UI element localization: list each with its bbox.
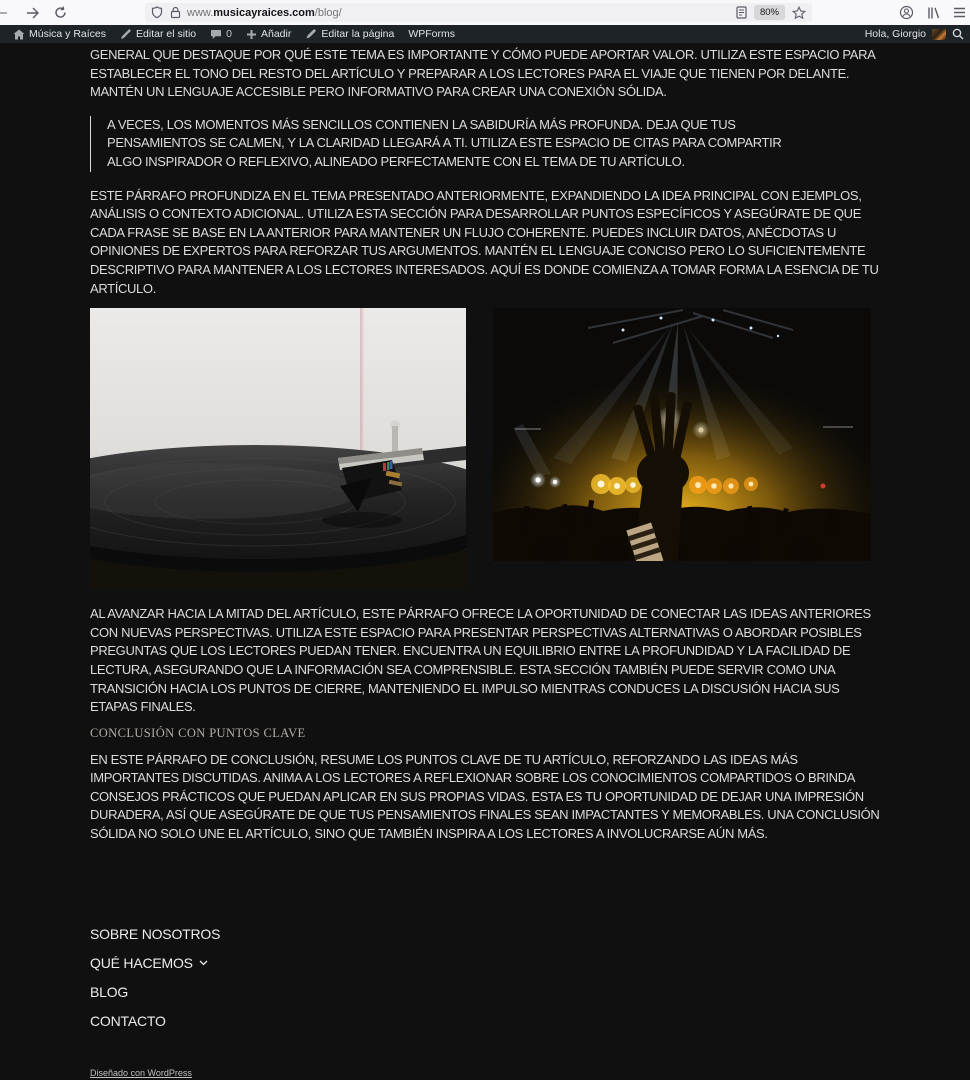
bookmark-star-icon[interactable] — [792, 6, 806, 20]
nav-label: CONTACTO — [90, 1013, 166, 1030]
plus-icon — [246, 29, 257, 40]
admin-bar-edit-site[interactable] — [113, 25, 203, 43]
site-name-label: Música y Raíces — [29, 28, 107, 40]
article-images — [90, 308, 880, 589]
wp-admin-bar — [0, 25, 970, 43]
admin-bar-comments[interactable] — [203, 25, 239, 43]
back-icon[interactable] — [0, 6, 12, 20]
wordpress-credit-link[interactable]: Diseñado con WordPress — [90, 1068, 192, 1078]
search-icon[interactable] — [952, 28, 964, 40]
blog-page — [0, 43, 970, 1080]
footer-nav — [90, 928, 880, 1028]
conclusion-heading: CONCLUSIÓN CON PUNTOS CLAVE — [90, 725, 306, 740]
admin-bar-add-new[interactable] — [239, 25, 298, 43]
nav-label: SOBRE NOSOTROS — [90, 926, 221, 943]
edit-site-label: Editar el sitio — [136, 28, 197, 40]
admin-bar-edit-page[interactable] — [298, 25, 401, 43]
admin-bar-site-name[interactable] — [6, 25, 113, 43]
footer-nav-blog[interactable] — [90, 986, 880, 999]
url-path: /blog/ — [314, 6, 342, 19]
url-text[interactable] — [187, 7, 736, 19]
intro-paragraph: GENERAL QUE DESTAQUE POR QUÉ ESTE TEMA ES IMPORTANTE Y CÓMO PUEDE APORTAR VALOR. UTILIZA ESTE ESPACIO PARA ESTABLECER EL TONO DEL RESTO DEL ARTÍCULO Y PREPARAR A LOS LECTORES PARA EL VIAJE QUE TIENEN POR DELANTE. MANTÉN UN LENGUAJE ACCESIBLE PERO INFORMATIVO PARA CREAR UNA CONEXIÓN SÓLIDA. — [90, 47, 875, 100]
comment-icon — [210, 29, 222, 40]
url-bar[interactable] — [145, 3, 812, 22]
footer-nav-sobre-nosotros[interactable] — [90, 928, 880, 941]
url-domain: musicayraices.com — [213, 6, 315, 19]
nav-label: QUÉ HACEMOS — [90, 955, 193, 972]
avatar[interactable] — [932, 29, 946, 40]
wpforms-label: WPForms — [408, 28, 455, 40]
middle-paragraph: AL AVANZAR HACIA LA MITAD DEL ARTÍCULO, ESTE PÁRRAFO OFRECE LA OPORTUNIDAD DE CONECTAR LAS IDEAS ANTERIORES CON NUEVAS PERSPECTIVAS. UTILIZA ESTE ESPACIO PARA PRESENTAR PERSPECTIVAS ALTERNATIVAS O ABORDAR POSIBLES PREGUNTAS QUE LOS LECTORES PUEDAN TENER. ENCUENTRA UN EQUILIBRIO ENTRE LA PROFUNDIDAD Y LA FACILIDAD DE LECTURA, ASEGURANDO QUE LA INFORMACIÓN SEA COMPRENSIBLE. ESTA SECCIÓN TAMBIÉN PUEDE SERVIR COMO UNA TRANSICIÓN HACIA LOS PUNTOS DE CIERRE, MANTENIENDO EL IMPULSO MIENTRAS CONDUCES LA DISCUSIÓN HACIA SUS ETAPAS FINALES. — [90, 606, 871, 715]
concert-photo — [493, 308, 871, 561]
reload-icon[interactable] — [54, 6, 67, 19]
forward-icon[interactable] — [26, 7, 40, 19]
reader-mode-icon[interactable] — [736, 6, 747, 19]
url-www: www. — [187, 6, 214, 19]
library-icon[interactable] — [927, 6, 940, 20]
quote-text: A VECES, LOS MOMENTOS MÁS SENCILLOS CONTIENEN LA SABIDURÍA MÁS PROFUNDA. DEJA QUE TUS PENSAMIENTOS SE CALMEN, Y LA CLARIDAD LLEGARÁ A TI. UTILIZA ESTE ESPACIO DE CITAS PARA COMPARTIR ALGO INSPIRADOR O REFLEXIVO, ALINEADO PERFECTAMENTE CON EL TEMA DE TU ARTÍCULO. — [107, 116, 782, 169]
pencil-icon — [305, 28, 317, 40]
turntable-photo — [90, 308, 466, 589]
footer-nav-que-hacemos[interactable] — [90, 957, 880, 970]
brush-icon — [120, 28, 132, 40]
admin-bar-wpforms[interactable] — [401, 25, 462, 43]
edit-page-label: Editar la página — [321, 28, 395, 40]
pull-quote — [90, 116, 880, 172]
lock-icon[interactable] — [170, 6, 181, 19]
comments-count: 0 — [226, 28, 232, 40]
add-new-label: Añadir — [260, 28, 292, 40]
zoom-level-badge[interactable]: 80% — [754, 5, 785, 20]
conclusion-paragraph: EN ESTE PÁRRAFO DE CONCLUSIÓN, RESUME LOS PUNTOS CLAVE DE TU ARTÍCULO, REFORZANDO LAS IDEAS MÁS IMPORTANTES DISCUTIDAS. ANIMA A LOS LECTORES A REFLEXIONAR SOBRE LOS CONOCIMIENTOS COMPARTIDOS O BRINDA CONSEJOS PRÁCTICOS QUE PUEDAN APLICAR EN SUS PROPIAS VIDAS. ESTA ES TU OPORTUNIDAD DE DEJAR UNA IMPRESIÓN DURADERA, ASÍ QUE ASEGÚRATE DE QUE TUS PENSAMIENTOS FINALES SEAN IMPACTANTES Y MEMORABLES. UNA CONCLUSIÓN SÓLIDA NO SOLO UNE EL ARTÍCULO, SINO QUE TAMBIÉN INSPIRA A LOS LECTORES A INVOLUCRARSE AÚN MÁS. — [90, 751, 880, 842]
home-icon — [13, 29, 25, 40]
chevron-down-icon — [199, 960, 208, 966]
account-icon[interactable] — [899, 5, 914, 20]
nav-label: BLOG — [90, 984, 129, 1001]
menu-icon[interactable] — [953, 7, 966, 18]
admin-bar-greeting[interactable]: Hola, Giorgio — [864, 28, 926, 40]
browser-toolbar — [0, 0, 970, 25]
shield-icon[interactable] — [151, 6, 163, 19]
footer-nav-contacto[interactable] — [90, 1015, 880, 1028]
body-paragraph: ESTE PÁRRAFO PROFUNDIZA EN EL TEMA PRESENTADO ANTERIORMENTE, EXPANDIENDO LA IDEA PRINCIPAL CON EJEMPLOS, ANÁLISIS O CONTEXTO ADICIONAL. UTILIZA ESTA SECCIÓN PARA DESARROLLAR PUNTOS ESPECÍFICOS Y ASEGÚRATE DE QUE CADA FRASE SE BASE EN LA ANTERIOR PARA MANTENER UN FLUJO COHERENTE. PUEDES INCLUIR DATOS, ANÉCDOTAS U OPINIONES DE EXPERTOS PARA REFORZAR TUS ARGUMENTOS. MANTÉN EL LENGUAJE CONCISO PERO LO SUFICIENTEMENTE DESCRIPTIVO PARA MANTENER A LOS LECTORES INTERESADOS. AQUÍ ES DONDE COMIENZA A TOMAR FORMA LA ESENCIA DE TU ARTÍCULO. — [90, 187, 879, 296]
